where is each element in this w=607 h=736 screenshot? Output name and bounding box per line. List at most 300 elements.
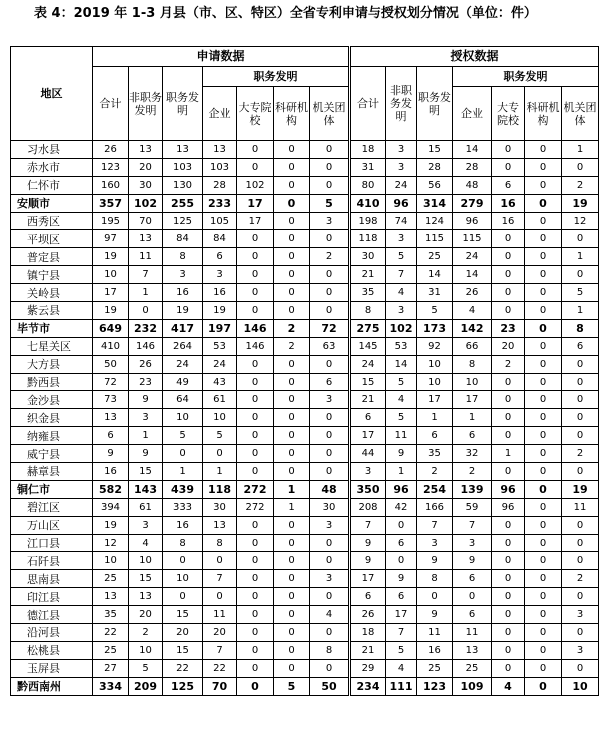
value-cell: 17 [237, 212, 274, 230]
value-cell: 20 [129, 158, 163, 176]
region-cell: 紫云县 [11, 302, 93, 320]
value-cell: 61 [203, 391, 237, 409]
value-cell: 0 [525, 480, 562, 498]
value-cell: 19 [93, 302, 129, 320]
region-cell: 玉屏县 [11, 659, 93, 677]
value-cell: 5 [562, 284, 599, 302]
value-cell: 0 [237, 141, 274, 159]
value-cell: 6 [386, 534, 417, 552]
city-row [11, 194, 599, 212]
value-cell: 29 [350, 659, 386, 677]
value-cell: 102 [237, 176, 274, 194]
value-cell: 0 [525, 445, 562, 463]
value-cell: 26 [129, 355, 163, 373]
value-cell: 10 [163, 409, 203, 427]
value-cell: 10 [93, 266, 129, 284]
value-cell: 0 [562, 588, 599, 606]
value-cell: 16 [163, 284, 203, 302]
value-cell: 0 [237, 284, 274, 302]
value-cell: 0 [525, 141, 562, 159]
value-cell: 92 [417, 337, 453, 355]
value-cell: 0 [562, 391, 599, 409]
value-cell: 439 [163, 480, 203, 498]
apply-service-group-header: 职务发明 [203, 67, 350, 87]
value-cell: 0 [237, 641, 274, 659]
table-title: 表 4：2019 年 1-3 月县（市、区、特区）全省专利申请与授权划分情况（单位：件） [34, 6, 537, 21]
value-cell: 334 [93, 677, 129, 695]
value-cell: 3 [310, 212, 350, 230]
value-cell: 0 [274, 391, 310, 409]
value-cell: 333 [163, 498, 203, 516]
value-cell: 0 [492, 373, 525, 391]
value-cell: 0 [237, 588, 274, 606]
value-cell: 0 [274, 445, 310, 463]
value-cell: 146 [237, 337, 274, 355]
region-cell: 黔西县 [11, 373, 93, 391]
value-cell: 0 [492, 302, 525, 320]
value-cell: 0 [525, 659, 562, 677]
value-cell: 9 [350, 552, 386, 570]
value-cell: 0 [525, 498, 562, 516]
value-cell: 97 [93, 230, 129, 248]
value-cell: 19 [93, 248, 129, 266]
value-cell: 0 [274, 302, 310, 320]
value-cell: 0 [274, 552, 310, 570]
value-cell: 19 [163, 302, 203, 320]
value-cell: 410 [350, 194, 386, 212]
region-cell: 普定县 [11, 248, 93, 266]
value-cell: 105 [203, 212, 237, 230]
value-cell: 8 [163, 248, 203, 266]
value-cell: 73 [93, 391, 129, 409]
value-cell: 30 [203, 498, 237, 516]
value-cell: 2 [562, 570, 599, 588]
value-cell: 66 [453, 337, 492, 355]
region-cell: 赫章县 [11, 463, 93, 481]
value-cell: 254 [417, 480, 453, 498]
value-cell: 0 [492, 248, 525, 266]
grant-college-header: 大专院校 [492, 87, 525, 141]
value-cell: 26 [93, 141, 129, 159]
region-cell: 仁怀市 [11, 176, 93, 194]
value-cell: 394 [93, 498, 129, 516]
value-cell: 15 [129, 570, 163, 588]
value-cell: 0 [163, 445, 203, 463]
value-cell: 275 [350, 319, 386, 337]
value-cell: 0 [562, 427, 599, 445]
value-cell: 0 [310, 158, 350, 176]
region-cell: 万山区 [11, 516, 93, 534]
region-cell: 沿河县 [11, 624, 93, 642]
value-cell: 1 [203, 463, 237, 481]
value-cell: 357 [93, 194, 129, 212]
value-cell: 0 [274, 212, 310, 230]
value-cell: 16 [492, 194, 525, 212]
value-cell: 0 [525, 570, 562, 588]
value-cell: 0 [492, 606, 525, 624]
value-cell: 4 [386, 659, 417, 677]
value-cell: 28 [453, 158, 492, 176]
value-cell: 0 [492, 534, 525, 552]
value-cell: 0 [310, 409, 350, 427]
value-cell: 96 [492, 498, 525, 516]
value-cell: 0 [492, 427, 525, 445]
apply-government-header: 机关团体 [310, 87, 350, 141]
value-cell: 0 [562, 534, 599, 552]
value-cell: 0 [237, 391, 274, 409]
region-cell: 织金县 [11, 409, 93, 427]
value-cell: 0 [525, 194, 562, 212]
value-cell: 0 [203, 588, 237, 606]
value-cell: 8 [203, 534, 237, 552]
value-cell: 50 [93, 355, 129, 373]
value-cell: 6 [492, 176, 525, 194]
value-cell: 0 [274, 606, 310, 624]
value-cell: 23 [129, 373, 163, 391]
value-cell: 0 [417, 588, 453, 606]
region-cell: 碧江区 [11, 498, 93, 516]
value-cell: 80 [350, 176, 386, 194]
value-cell: 0 [163, 552, 203, 570]
value-cell: 0 [492, 516, 525, 534]
value-cell: 6 [350, 588, 386, 606]
value-cell: 0 [562, 230, 599, 248]
value-cell: 9 [453, 552, 492, 570]
value-cell: 0 [310, 552, 350, 570]
value-cell: 19 [562, 480, 599, 498]
value-cell: 166 [417, 498, 453, 516]
value-cell: 61 [129, 498, 163, 516]
value-cell: 0 [310, 427, 350, 445]
value-cell: 0 [492, 266, 525, 284]
region-cell: 镇宁县 [11, 266, 93, 284]
value-cell: 0 [237, 302, 274, 320]
value-cell: 0 [237, 230, 274, 248]
value-cell: 0 [237, 266, 274, 284]
region-cell: 黔西南州 [11, 677, 93, 695]
value-cell: 96 [386, 194, 417, 212]
value-cell: 20 [129, 606, 163, 624]
value-cell: 17 [350, 570, 386, 588]
value-cell: 84 [203, 230, 237, 248]
value-cell: 6 [417, 427, 453, 445]
value-cell: 5 [417, 302, 453, 320]
value-cell: 195 [93, 212, 129, 230]
value-cell: 0 [386, 552, 417, 570]
table-row [11, 409, 599, 427]
apply-total-header: 合计 [93, 67, 129, 141]
value-cell: 0 [310, 355, 350, 373]
table-row [11, 302, 599, 320]
value-cell: 20 [203, 624, 237, 642]
table-row [11, 391, 599, 409]
value-cell: 10 [562, 677, 599, 695]
value-cell: 19 [562, 194, 599, 212]
value-cell: 14 [386, 355, 417, 373]
value-cell: 28 [417, 158, 453, 176]
value-cell: 25 [417, 248, 453, 266]
table-row [11, 230, 599, 248]
table-body [11, 141, 599, 696]
value-cell: 20 [163, 624, 203, 642]
value-cell: 13 [93, 588, 129, 606]
region-cell: 七星关区 [11, 337, 93, 355]
value-cell: 0 [562, 158, 599, 176]
grant-enterprise-header: 企业 [453, 87, 492, 141]
value-cell: 0 [492, 463, 525, 481]
value-cell: 0 [237, 659, 274, 677]
value-cell: 209 [129, 677, 163, 695]
value-cell: 8 [310, 641, 350, 659]
value-cell: 22 [163, 659, 203, 677]
value-cell: 25 [453, 659, 492, 677]
value-cell: 3 [310, 570, 350, 588]
value-cell: 9 [386, 445, 417, 463]
value-cell: 0 [562, 266, 599, 284]
table-header [11, 47, 599, 141]
value-cell: 582 [93, 480, 129, 498]
city-row [11, 319, 599, 337]
value-cell: 6 [453, 606, 492, 624]
table-row [11, 659, 599, 677]
value-cell: 50 [310, 677, 350, 695]
value-cell: 410 [93, 337, 129, 355]
apply-college-header: 大专院校 [237, 87, 274, 141]
value-cell: 0 [237, 158, 274, 176]
value-cell: 146 [237, 319, 274, 337]
value-cell: 0 [562, 516, 599, 534]
value-cell: 3 [129, 409, 163, 427]
value-cell: 115 [453, 230, 492, 248]
value-cell: 28 [203, 176, 237, 194]
value-cell: 12 [93, 534, 129, 552]
table-row [11, 534, 599, 552]
value-cell: 11 [129, 248, 163, 266]
value-cell: 7 [129, 266, 163, 284]
table-row [11, 337, 599, 355]
value-cell: 0 [237, 516, 274, 534]
value-cell: 13 [93, 409, 129, 427]
value-cell: 6 [562, 337, 599, 355]
value-cell: 13 [203, 516, 237, 534]
value-cell: 12 [562, 212, 599, 230]
value-cell: 10 [163, 570, 203, 588]
value-cell: 417 [163, 319, 203, 337]
value-cell: 6 [350, 409, 386, 427]
value-cell: 0 [492, 141, 525, 159]
value-cell: 70 [203, 677, 237, 695]
value-cell: 0 [274, 624, 310, 642]
value-cell: 19 [203, 302, 237, 320]
value-cell: 0 [274, 284, 310, 302]
value-cell: 0 [492, 391, 525, 409]
value-cell: 0 [525, 355, 562, 373]
table-row [11, 266, 599, 284]
value-cell: 13 [129, 141, 163, 159]
value-cell: 43 [203, 373, 237, 391]
region-cell: 松桃县 [11, 641, 93, 659]
value-cell: 0 [525, 230, 562, 248]
table-row [11, 355, 599, 373]
value-cell: 3 [310, 516, 350, 534]
value-cell: 3 [386, 230, 417, 248]
value-cell: 15 [417, 141, 453, 159]
region-cell: 关岭县 [11, 284, 93, 302]
value-cell: 17 [350, 427, 386, 445]
value-cell: 15 [129, 463, 163, 481]
value-cell: 20 [492, 337, 525, 355]
value-cell: 102 [386, 319, 417, 337]
value-cell: 0 [492, 641, 525, 659]
value-cell: 9 [129, 391, 163, 409]
value-cell: 3 [163, 266, 203, 284]
value-cell: 0 [274, 248, 310, 266]
grant-service-group-header: 职务发明 [453, 67, 599, 87]
value-cell: 125 [163, 677, 203, 695]
value-cell: 139 [453, 480, 492, 498]
value-cell: 11 [386, 427, 417, 445]
value-cell: 0 [492, 624, 525, 642]
value-cell: 0 [274, 463, 310, 481]
value-cell: 0 [525, 409, 562, 427]
value-cell: 0 [310, 266, 350, 284]
value-cell: 30 [310, 498, 350, 516]
value-cell: 14 [453, 266, 492, 284]
value-cell: 0 [525, 624, 562, 642]
value-cell: 102 [129, 194, 163, 212]
grant-government-header: 机关团体 [562, 87, 599, 141]
value-cell: 0 [492, 570, 525, 588]
value-cell: 160 [93, 176, 129, 194]
value-cell: 0 [237, 606, 274, 624]
value-cell: 5 [386, 409, 417, 427]
value-cell: 0 [492, 230, 525, 248]
value-cell: 13 [129, 588, 163, 606]
value-cell: 17 [237, 194, 274, 212]
value-cell: 4 [386, 391, 417, 409]
value-cell: 11 [417, 624, 453, 642]
value-cell: 11 [453, 624, 492, 642]
value-cell: 0 [492, 284, 525, 302]
value-cell: 27 [93, 659, 129, 677]
value-cell: 0 [525, 158, 562, 176]
value-cell: 1 [417, 409, 453, 427]
value-cell: 42 [386, 498, 417, 516]
value-cell: 197 [203, 319, 237, 337]
region-cell: 纳雍县 [11, 427, 93, 445]
value-cell: 2 [274, 337, 310, 355]
table-row [11, 606, 599, 624]
value-cell: 0 [274, 373, 310, 391]
value-cell: 264 [163, 337, 203, 355]
value-cell: 10 [203, 409, 237, 427]
value-cell: 0 [310, 141, 350, 159]
value-cell: 96 [453, 212, 492, 230]
value-cell: 208 [350, 498, 386, 516]
value-cell: 123 [417, 677, 453, 695]
region-cell: 威宁县 [11, 445, 93, 463]
value-cell: 13 [129, 230, 163, 248]
value-cell: 0 [453, 588, 492, 606]
region-cell: 德江县 [11, 606, 93, 624]
value-cell: 15 [163, 606, 203, 624]
value-cell: 0 [525, 391, 562, 409]
value-cell: 0 [274, 588, 310, 606]
value-cell: 0 [274, 570, 310, 588]
value-cell: 9 [129, 445, 163, 463]
value-cell: 72 [93, 373, 129, 391]
value-cell: 3 [350, 463, 386, 481]
value-cell: 7 [203, 641, 237, 659]
value-cell: 16 [203, 284, 237, 302]
region-cell: 石阡县 [11, 552, 93, 570]
table-row [11, 427, 599, 445]
value-cell: 25 [417, 659, 453, 677]
value-cell: 0 [525, 516, 562, 534]
value-cell: 0 [562, 409, 599, 427]
value-cell: 9 [417, 552, 453, 570]
value-cell: 0 [525, 212, 562, 230]
table-row [11, 248, 599, 266]
value-cell: 0 [525, 552, 562, 570]
value-cell: 17 [386, 606, 417, 624]
value-cell: 16 [163, 516, 203, 534]
table-row [11, 141, 599, 159]
table-row [11, 552, 599, 570]
value-cell: 0 [274, 141, 310, 159]
table-row [11, 570, 599, 588]
region-cell: 平坝区 [11, 230, 93, 248]
value-cell: 44 [350, 445, 386, 463]
value-cell: 0 [274, 158, 310, 176]
value-cell: 0 [492, 409, 525, 427]
value-cell: 0 [310, 588, 350, 606]
value-cell: 5 [386, 373, 417, 391]
value-cell: 30 [129, 176, 163, 194]
value-cell: 4 [453, 302, 492, 320]
value-cell: 31 [350, 158, 386, 176]
value-cell: 350 [350, 480, 386, 498]
value-cell: 24 [350, 355, 386, 373]
region-cell: 思南县 [11, 570, 93, 588]
value-cell: 3 [453, 534, 492, 552]
region-cell: 毕节市 [11, 319, 93, 337]
value-cell: 25 [93, 641, 129, 659]
value-cell: 1 [492, 445, 525, 463]
value-cell: 3 [562, 606, 599, 624]
value-cell: 0 [525, 337, 562, 355]
table-row [11, 158, 599, 176]
value-cell: 0 [237, 534, 274, 552]
value-cell: 3 [203, 266, 237, 284]
value-cell: 109 [453, 677, 492, 695]
value-cell: 198 [350, 212, 386, 230]
value-cell: 103 [163, 158, 203, 176]
value-cell: 56 [417, 176, 453, 194]
value-cell: 7 [417, 516, 453, 534]
grant-total-header: 合计 [350, 67, 386, 141]
value-cell: 0 [310, 284, 350, 302]
value-cell: 0 [562, 355, 599, 373]
value-cell: 125 [163, 212, 203, 230]
value-cell: 143 [129, 480, 163, 498]
value-cell: 0 [525, 176, 562, 194]
value-cell: 2 [562, 176, 599, 194]
value-cell: 118 [350, 230, 386, 248]
value-cell: 16 [93, 463, 129, 481]
value-cell: 14 [417, 266, 453, 284]
value-cell: 3 [386, 302, 417, 320]
